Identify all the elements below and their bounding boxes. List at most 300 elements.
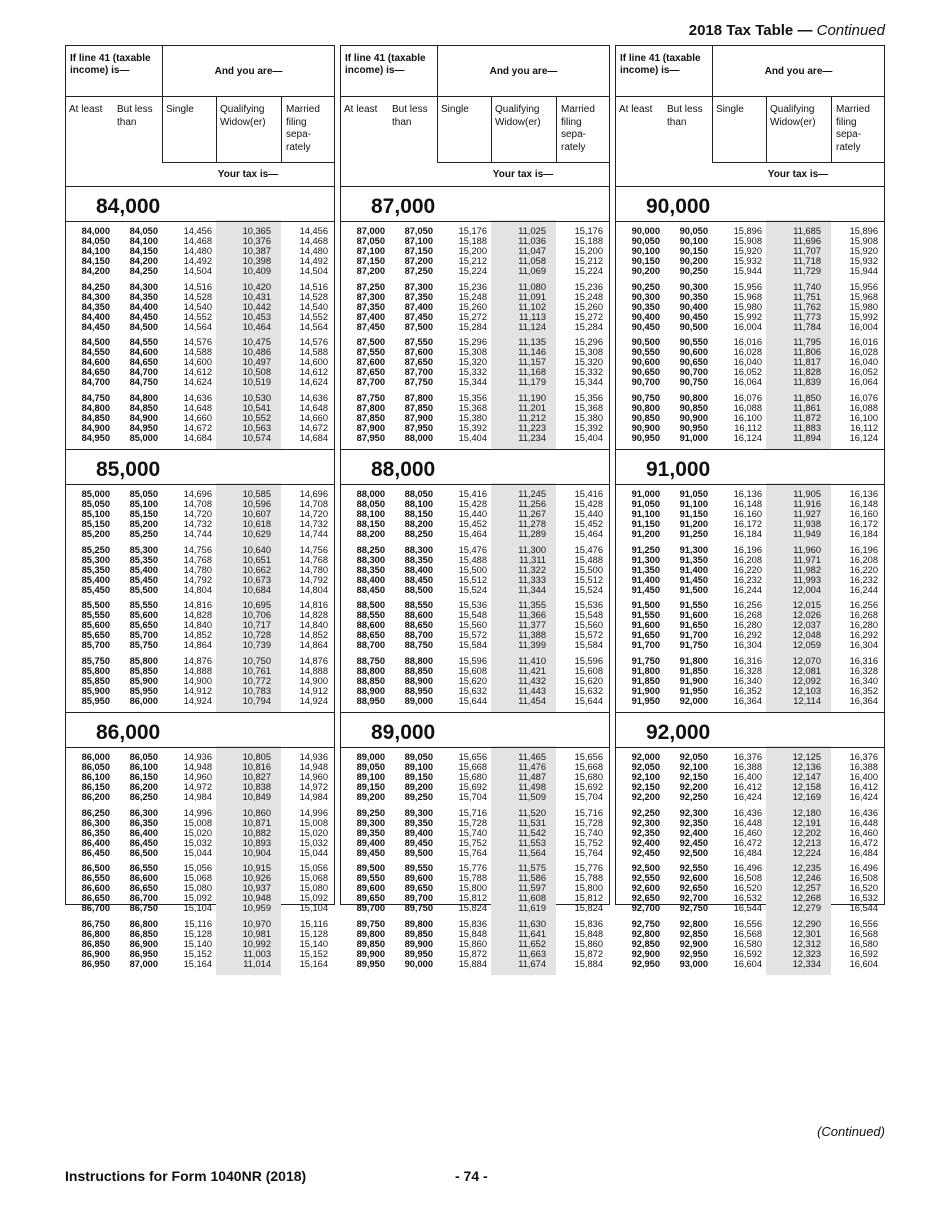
- row-but-less-than: 87,300: [404, 281, 433, 292]
- header-qualifying-widow: Qualifying Widow(er): [770, 104, 816, 128]
- row-married-separately: 15,368: [574, 402, 603, 413]
- table-row: [616, 883, 884, 893]
- row-at-least: 86,650: [81, 893, 110, 904]
- row-married-separately: 16,472: [849, 837, 878, 848]
- row-but-less-than: 90,300: [679, 281, 708, 292]
- row-at-least: 87,850: [356, 412, 385, 423]
- row-but-less-than: 84,500: [129, 321, 158, 332]
- row-but-less-than: 86,450: [129, 837, 158, 848]
- row-at-least: 92,750: [631, 918, 660, 929]
- row-single: 16,232: [733, 574, 762, 585]
- table-row: [616, 949, 884, 959]
- row-single: 16,568: [733, 928, 762, 939]
- table-row: [616, 555, 884, 565]
- row-at-least: 86,300: [81, 817, 110, 828]
- row-but-less-than: 89,650: [404, 883, 433, 894]
- row-but-less-than: 84,050: [129, 226, 158, 236]
- table-row: [66, 686, 334, 696]
- row-at-least: 87,900: [356, 422, 385, 433]
- row-single: 14,900: [183, 675, 212, 686]
- row-qualifying-widow: 11,641: [518, 928, 546, 939]
- row-qualifying-widow: 10,706: [242, 610, 271, 621]
- row-qualifying-widow: 11,454: [518, 695, 546, 706]
- row-at-least: 89,350: [356, 827, 385, 838]
- row-married-separately: 14,468: [299, 236, 328, 247]
- row-qualifying-widow: 11,069: [518, 266, 546, 277]
- row-single: 16,088: [733, 402, 762, 413]
- table-row: [341, 529, 609, 539]
- row-qualifying-widow: 10,530: [242, 392, 271, 403]
- row-but-less-than: 91,550: [679, 600, 708, 610]
- row-married-separately: 15,404: [574, 432, 603, 443]
- row-single: 16,520: [733, 883, 762, 894]
- table-row: [616, 393, 884, 403]
- row-married-separately: 16,136: [849, 489, 878, 499]
- row-qualifying-widow: 10,508: [242, 367, 271, 378]
- table-row: [66, 266, 334, 276]
- row-married-separately: 15,716: [574, 807, 603, 818]
- row-qualifying-widow: 11,190: [518, 392, 546, 403]
- row-at-least: 84,250: [81, 281, 110, 292]
- row-single: 14,648: [183, 402, 212, 413]
- header-divider: [766, 96, 767, 162]
- row-single: 15,440: [458, 509, 487, 520]
- row-single: 15,068: [183, 873, 212, 884]
- table-row: [341, 312, 609, 322]
- table-header-top: [66, 46, 334, 97]
- row-but-less-than: 88,250: [404, 529, 433, 540]
- row-single: 15,776: [458, 863, 487, 873]
- row-single: 15,560: [458, 620, 487, 631]
- section-band: [66, 712, 334, 748]
- row-qualifying-widow: 10,387: [242, 246, 271, 257]
- header-but-less-than: But less than: [667, 104, 703, 128]
- row-but-less-than: 91,000: [679, 432, 708, 443]
- row-at-least: 85,700: [81, 640, 110, 651]
- table-header-top: [341, 46, 609, 97]
- row-at-least: 87,500: [356, 337, 385, 347]
- row-married-separately: 15,824: [574, 903, 603, 914]
- row-single: 15,200: [458, 246, 487, 257]
- table-row: [66, 377, 334, 387]
- row-single: 14,996: [183, 807, 212, 818]
- row-married-separately: 16,208: [849, 554, 878, 565]
- table-row: [616, 302, 884, 312]
- table-row: [616, 838, 884, 848]
- row-single: 15,512: [458, 574, 487, 585]
- row-qualifying-widow: 12,125: [792, 752, 821, 762]
- row-but-less-than: 84,300: [129, 281, 158, 292]
- row-single: 14,936: [183, 752, 212, 762]
- row-single: 16,136: [733, 489, 762, 499]
- row-at-least: 92,600: [631, 883, 660, 894]
- row-single: 15,128: [183, 928, 212, 939]
- row-at-least: 88,350: [356, 564, 385, 575]
- row-at-least: 91,250: [631, 544, 660, 555]
- header-but-less-than: But less than: [392, 104, 428, 128]
- table-row: [341, 555, 609, 565]
- row-qualifying-widow: 11,718: [793, 256, 821, 267]
- table-row: [66, 873, 334, 883]
- row-qualifying-widow: 10,915: [242, 863, 271, 873]
- row-married-separately: 14,984: [299, 792, 328, 803]
- row-at-least: 84,850: [81, 412, 110, 423]
- row-but-less-than: 87,850: [404, 402, 433, 413]
- row-but-less-than: 86,500: [129, 847, 158, 858]
- table-row: [66, 585, 334, 595]
- row-qualifying-widow: 10,739: [242, 640, 271, 651]
- table-row: [341, 782, 609, 792]
- row-but-less-than: 85,550: [129, 600, 158, 610]
- row-at-least: 91,800: [631, 665, 660, 676]
- row-but-less-than: 90,950: [679, 422, 708, 433]
- row-but-less-than: 86,300: [129, 807, 158, 818]
- row-but-less-than: 89,600: [404, 873, 433, 884]
- section-band: [66, 186, 334, 222]
- table-row: [66, 828, 334, 838]
- row-at-least: 92,100: [631, 772, 660, 783]
- table-row: [66, 666, 334, 676]
- row-qualifying-widow: 11,267: [518, 509, 546, 520]
- table-row: [616, 565, 884, 575]
- row-but-less-than: 85,900: [129, 675, 158, 686]
- row-at-least: 86,950: [81, 958, 110, 969]
- row-qualifying-widow: 10,904: [242, 847, 271, 858]
- row-qualifying-widow: 10,552: [242, 412, 271, 423]
- row-married-separately: 16,328: [849, 665, 878, 676]
- header-divider: [712, 96, 713, 162]
- row-qualifying-widow: 11,245: [518, 489, 546, 499]
- table-row: [66, 919, 334, 929]
- header-if-line: If line 41 (taxable income) is—: [345, 53, 426, 76]
- row-at-least: 84,800: [81, 402, 110, 413]
- row-but-less-than: 85,050: [129, 489, 158, 499]
- row-married-separately: 14,756: [299, 544, 328, 555]
- row-qualifying-widow: 10,981: [242, 928, 271, 939]
- row-at-least: 87,250: [356, 281, 385, 292]
- row-married-separately: 14,900: [299, 675, 328, 686]
- row-single: 14,588: [183, 347, 212, 358]
- row-single: 15,356: [458, 392, 487, 403]
- table-row: [66, 282, 334, 292]
- row-married-separately: 15,884: [574, 958, 603, 969]
- row-at-least: 84,400: [81, 311, 110, 322]
- row-single: 14,480: [183, 246, 212, 257]
- row-but-less-than: 90,850: [679, 402, 708, 413]
- row-single: 15,116: [184, 918, 212, 929]
- row-qualifying-widow: 10,849: [242, 792, 271, 803]
- table-row: [66, 782, 334, 792]
- row-married-separately: 16,292: [849, 630, 878, 641]
- row-married-separately: 15,524: [574, 584, 603, 595]
- row-single: 15,824: [458, 903, 487, 914]
- table-row: [66, 565, 334, 575]
- row-but-less-than: 88,850: [404, 665, 433, 676]
- row-single: 15,956: [733, 281, 762, 292]
- row-qualifying-widow: 11,311: [518, 554, 546, 565]
- table-row: [341, 883, 609, 893]
- row-at-least: 91,750: [631, 655, 660, 666]
- row-at-least: 87,800: [356, 402, 385, 413]
- row-at-least: 90,000: [631, 226, 660, 236]
- row-at-least: 86,600: [81, 883, 110, 894]
- table-row: [341, 337, 609, 347]
- row-single: 15,092: [183, 893, 212, 904]
- row-single: 15,632: [458, 685, 487, 696]
- row-single: 15,044: [183, 847, 212, 858]
- row-but-less-than: 92,650: [679, 883, 708, 894]
- row-married-separately: 15,800: [574, 883, 603, 894]
- row-single: 16,040: [733, 357, 762, 368]
- table-row: [616, 919, 884, 929]
- row-qualifying-widow: 10,420: [242, 281, 271, 292]
- table-row: [66, 939, 334, 949]
- row-at-least: 89,500: [356, 863, 385, 873]
- row-but-less-than: 91,900: [679, 675, 708, 686]
- row-single: 15,296: [458, 337, 487, 347]
- row-qualifying-widow: 11,696: [793, 236, 821, 247]
- row-but-less-than: 85,350: [129, 554, 158, 565]
- row-at-least: 91,450: [631, 584, 660, 595]
- row-qualifying-widow: 12,202: [792, 827, 821, 838]
- row-qualifying-widow: 10,926: [242, 873, 271, 884]
- row-qualifying-widow: 11,729: [793, 266, 821, 277]
- table-row: [616, 939, 884, 949]
- row-single: 15,452: [458, 519, 487, 530]
- row-married-separately: 15,248: [574, 291, 603, 302]
- row-at-least: 86,900: [81, 948, 110, 959]
- row-but-less-than: 86,900: [129, 938, 158, 949]
- row-at-least: 89,450: [356, 847, 385, 858]
- row-but-less-than: 84,900: [129, 412, 158, 423]
- row-at-least: 90,950: [631, 432, 660, 443]
- row-qualifying-widow: 10,376: [242, 236, 271, 247]
- row-at-least: 86,350: [81, 827, 110, 838]
- row-but-less-than: 88,100: [404, 499, 433, 510]
- row-at-least: 88,550: [356, 610, 385, 621]
- row-married-separately: 14,492: [299, 256, 328, 267]
- table-row: [66, 752, 334, 762]
- table-row: [341, 226, 609, 236]
- row-at-least: 92,400: [631, 837, 660, 848]
- row-single: 15,344: [458, 377, 487, 388]
- row-married-separately: 16,112: [850, 422, 878, 433]
- row-married-separately: 15,452: [574, 519, 603, 530]
- row-married-separately: 14,636: [299, 392, 328, 403]
- row-married-separately: 15,044: [299, 847, 328, 858]
- row-qualifying-widow: 11,872: [793, 412, 821, 423]
- row-but-less-than: 92,050: [679, 752, 708, 762]
- row-qualifying-widow: 11,949: [793, 529, 821, 540]
- row-qualifying-widow: 12,158: [792, 782, 821, 793]
- row-single: 14,756: [183, 544, 212, 555]
- row-single: 14,768: [183, 554, 212, 565]
- row-qualifying-widow: 10,761: [242, 665, 271, 676]
- row-but-less-than: 90,700: [679, 367, 708, 378]
- row-at-least: 85,150: [81, 519, 110, 530]
- row-single: 15,140: [183, 938, 212, 949]
- row-married-separately: 14,648: [299, 402, 328, 413]
- row-but-less-than: 91,100: [679, 499, 708, 510]
- row-at-least: 84,200: [81, 266, 110, 277]
- row-qualifying-widow: 10,827: [242, 772, 271, 783]
- table-row: [341, 848, 609, 858]
- row-single: 16,580: [733, 938, 762, 949]
- row-qualifying-widow: 11,410: [518, 655, 546, 666]
- row-qualifying-widow: 10,651: [242, 554, 271, 565]
- row-but-less-than: 84,550: [129, 337, 158, 347]
- row-at-least: 87,450: [356, 321, 385, 332]
- row-married-separately: 15,308: [574, 347, 603, 358]
- table-row: [616, 686, 884, 696]
- row-qualifying-widow: 12,257: [792, 883, 821, 894]
- row-but-less-than: 88,000: [404, 432, 433, 443]
- row-qualifying-widow: 10,871: [242, 817, 271, 828]
- row-qualifying-widow: 11,498: [518, 782, 546, 793]
- row-but-less-than: 86,950: [129, 948, 158, 959]
- row-but-less-than: 85,750: [129, 640, 158, 651]
- row-single: 16,292: [733, 630, 762, 641]
- header-your-tax-is: Your tax is—: [162, 162, 334, 186]
- row-single: 16,028: [733, 347, 762, 358]
- row-single: 16,424: [733, 792, 762, 803]
- row-married-separately: 16,568: [849, 928, 878, 939]
- row-but-less-than: 87,250: [404, 266, 433, 277]
- row-married-separately: 14,960: [299, 772, 328, 783]
- row-married-separately: 15,752: [574, 837, 603, 848]
- row-single: 15,248: [458, 291, 487, 302]
- row-qualifying-widow: 11,124: [518, 321, 546, 332]
- row-married-separately: 14,696: [299, 489, 328, 499]
- row-at-least: 85,200: [81, 529, 110, 540]
- row-single: 16,544: [733, 903, 762, 914]
- row-at-least: 88,750: [356, 655, 385, 666]
- row-but-less-than: 87,700: [404, 367, 433, 378]
- row-married-separately: 16,556: [849, 918, 878, 929]
- row-at-least: 86,450: [81, 847, 110, 858]
- row-qualifying-widow: 10,728: [242, 630, 271, 641]
- row-at-least: 87,200: [356, 266, 385, 277]
- row-qualifying-widow: 12,059: [792, 640, 821, 651]
- row-but-less-than: 87,200: [404, 256, 433, 267]
- row-single: 14,948: [183, 762, 212, 773]
- row-single: 15,080: [183, 883, 212, 894]
- row-qualifying-widow: 12,334: [792, 958, 821, 969]
- row-single: 14,804: [183, 584, 212, 595]
- row-married-separately: 16,304: [849, 640, 878, 651]
- row-but-less-than: 87,100: [404, 236, 433, 247]
- row-but-less-than: 87,050: [404, 226, 433, 236]
- section-band: [616, 712, 884, 748]
- row-at-least: 91,350: [631, 564, 660, 575]
- row-qualifying-widow: 11,520: [518, 807, 546, 818]
- table-row: [66, 357, 334, 367]
- row-but-less-than: 88,550: [404, 600, 433, 610]
- row-married-separately: 15,356: [574, 392, 603, 403]
- footer-form-title: Instructions for Form 1040NR (2018): [65, 1168, 307, 1184]
- row-married-separately: 15,284: [574, 321, 603, 332]
- row-married-separately: 14,540: [299, 301, 328, 312]
- row-but-less-than: 86,550: [129, 863, 158, 873]
- row-at-least: 88,600: [356, 620, 385, 631]
- table-row: [616, 312, 884, 322]
- row-at-least: 91,200: [631, 529, 660, 540]
- row-single: 15,908: [733, 236, 762, 247]
- table-row: [66, 772, 334, 782]
- row-at-least: 89,050: [356, 762, 385, 773]
- row-single: 14,720: [183, 509, 212, 520]
- row-single: 15,752: [458, 837, 487, 848]
- row-at-least: 91,100: [631, 509, 660, 520]
- row-qualifying-widow: 11,982: [793, 564, 821, 575]
- row-at-least: 88,000: [356, 489, 385, 499]
- row-but-less-than: 86,100: [129, 762, 158, 773]
- table-row: [341, 792, 609, 802]
- row-married-separately: 14,552: [299, 311, 328, 322]
- row-married-separately: 16,160: [849, 509, 878, 520]
- row-single: 16,148: [733, 499, 762, 510]
- row-but-less-than: 88,600: [404, 610, 433, 621]
- row-at-least: 88,200: [356, 529, 385, 540]
- row-married-separately: 15,116: [300, 918, 328, 929]
- row-married-separately: 15,272: [574, 311, 603, 322]
- row-single: 15,596: [458, 655, 487, 666]
- row-qualifying-widow: 11,432: [518, 675, 546, 686]
- table-row: [66, 656, 334, 666]
- row-but-less-than: 91,500: [679, 584, 708, 595]
- row-single: 15,860: [458, 938, 487, 949]
- row-single: 15,740: [458, 827, 487, 838]
- table-row: [616, 630, 884, 640]
- header-divider: [491, 96, 492, 162]
- row-but-less-than: 91,050: [679, 489, 708, 499]
- row-at-least: 90,050: [631, 236, 660, 247]
- row-single: 15,920: [733, 246, 762, 257]
- row-at-least: 92,150: [631, 782, 660, 793]
- header-if-line: If line 41 (taxable income) is—: [70, 53, 151, 76]
- row-at-least: 84,600: [81, 357, 110, 368]
- row-qualifying-widow: 12,026: [792, 610, 821, 621]
- table-row: [616, 413, 884, 423]
- table-row: [616, 519, 884, 529]
- row-but-less-than: 84,150: [129, 246, 158, 257]
- table-row: [616, 357, 884, 367]
- row-single: 14,468: [183, 236, 212, 247]
- row-married-separately: 14,684: [299, 432, 328, 443]
- row-married-separately: 16,256: [849, 600, 878, 610]
- row-married-separately: 16,148: [849, 499, 878, 510]
- table-row: [341, 499, 609, 509]
- row-married-separately: 15,020: [299, 827, 328, 838]
- row-qualifying-widow: 10,860: [242, 807, 271, 818]
- row-but-less-than: 92,200: [679, 782, 708, 793]
- header-at-least: At least: [619, 104, 653, 115]
- header-married-separately: Married filing sepa- rately: [836, 104, 870, 153]
- row-married-separately: 14,876: [299, 655, 328, 666]
- row-qualifying-widow: 12,301: [792, 928, 821, 939]
- row-qualifying-widow: 11,773: [793, 311, 821, 322]
- row-qualifying-widow: 11,828: [793, 367, 821, 378]
- row-at-least: 92,050: [631, 762, 660, 773]
- row-at-least: 84,150: [81, 256, 110, 267]
- row-married-separately: 16,376: [849, 752, 878, 762]
- row-but-less-than: 85,100: [129, 499, 158, 510]
- row-but-less-than: 88,450: [404, 574, 433, 585]
- row-qualifying-widow: 10,838: [242, 782, 271, 793]
- row-married-separately: 15,344: [574, 377, 603, 388]
- row-qualifying-widow: 11,179: [518, 377, 546, 388]
- table-row: [66, 630, 334, 640]
